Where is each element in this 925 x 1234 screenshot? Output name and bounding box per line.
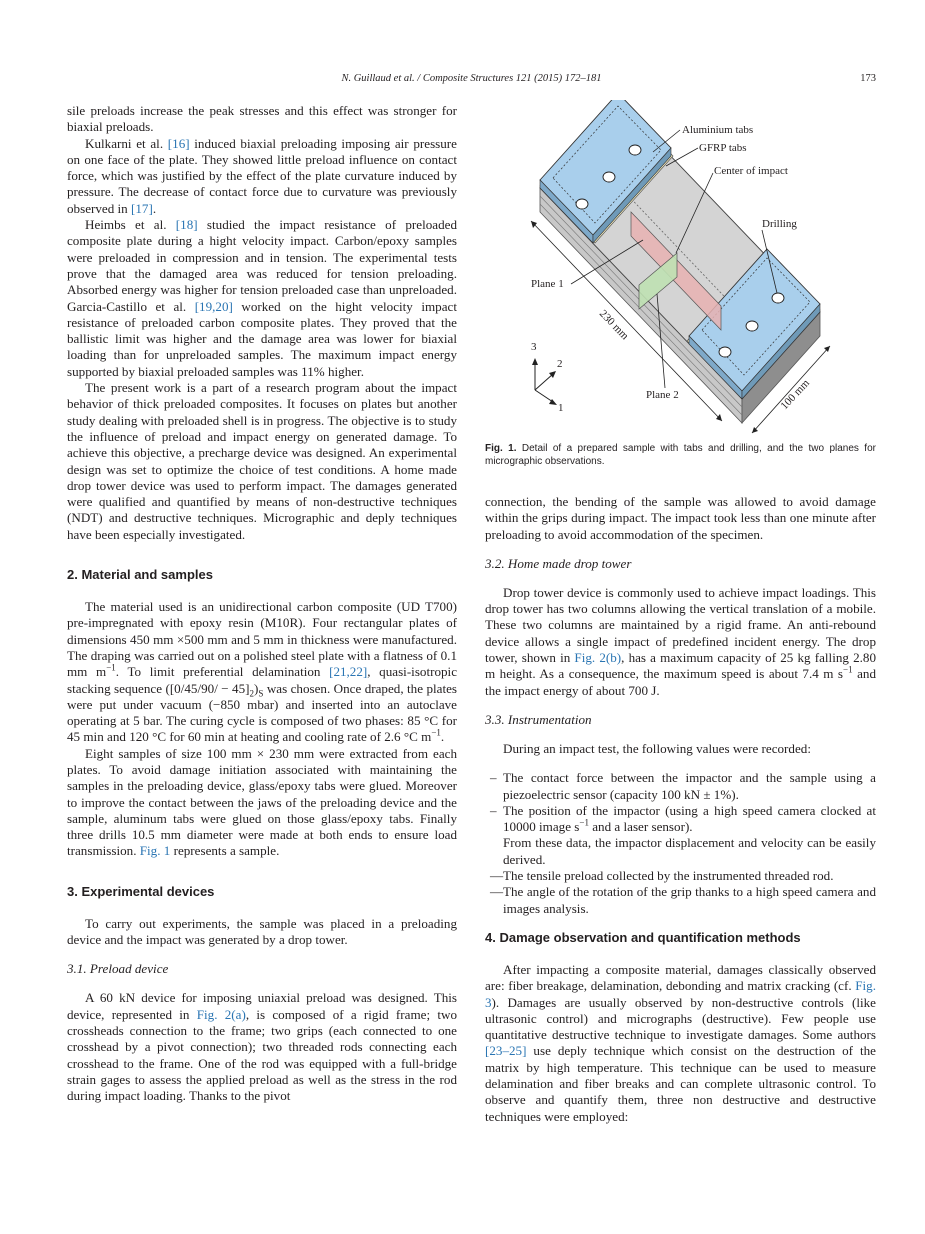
list-item: – The position of the impactor (using a high speed camera clocked at 10000 image $s^{-1}$ and a laser sensor). From these data, the impactor displacement and velocity can be easily derived. <box>490 802 876 867</box>
figure-link[interactable]: Fig. 1 <box>139 843 171 859</box>
paragraph: During an impact test, the following values were recorded: <box>503 740 811 756</box>
label-center-of-impact: Center of impact <box>714 165 788 177</box>
section-heading: 2. Material and samples <box>67 567 213 583</box>
journal-citation: N. Guillaud et al. / Composite Structures 121 (2015) 172–181 <box>341 73 602 84</box>
citation-link[interactable]: [19,20] <box>194 298 233 314</box>
recorded-values-list <box>485 770 876 917</box>
list-item: — The angle of the rotation of the grip thanks to a high speed camera and images analysis. <box>490 884 876 916</box>
paragraph: The present work is a part of a research program about the impact behavior of thick preloaded composites. It focuses on plates but another study dealing with preloaded shell is in progress. The objective is to study the influence of preload and impact energy on generated damage. To achieve this objective, a precharge device was designed. An experimental design was set to optimize the choice of test conditions. A home made drop tower device was used to perform impact. The damages generated were qualified and quantified by means of non-destructive techniques (NDT) and destructive techniques. Micrographic and deply techniques have been especially investigated. <box>67 380 457 542</box>
subsection-heading: 3.3. Instrumentation <box>485 711 592 727</box>
right-column <box>485 494 876 1125</box>
label-width: 100 mm <box>778 377 813 413</box>
section-heading: 3. Experimental devices <box>67 883 215 899</box>
paragraph: sile preloads increase the peak stresses and this effect was stronger for biaxial preloads. <box>67 103 457 135</box>
running-header <box>67 73 876 89</box>
label-gfrp-tabs: GFRP tabs <box>699 142 747 154</box>
sample-diagram <box>485 100 876 440</box>
label-plane-2: Plane 2 <box>646 389 679 401</box>
list-item: — The tensile preload collected by the instrumented threaded rod. <box>490 868 834 884</box>
citation-link[interactable]: [18] <box>175 217 198 233</box>
figure-caption: Fig. 1. Detail of a prepared sample with tabs and drilling, and the two planes for micrographic observations. <box>485 443 876 467</box>
paragraph: To carry out experiments, the sample was placed in a preloading device and the impact was generated by a drop tower. <box>67 915 457 948</box>
figure-1 <box>485 100 876 440</box>
subsection-heading: 3.1. Preload device <box>67 961 169 977</box>
paragraph: connection, the bending of the sample was allowed to avoid damage within the grips during impact. The impact took less than one minute after preloading to avoid accommodation of the specimen. <box>485 494 876 542</box>
paragraph: The material used is an unidirectional carbon composite (UD T700) pre-impregnated with epoxy resin (M10R). Four rectangular plates of dimensions 450 mm ×500 mm and 5 mm in thickness were manufactured. The draping was carried out on a polished steel plate with a flatness of 0.1 mm $m^{-1}$. To limit preferential delamination [21,22], quasi-isotropic stacking sequence $([0/45/90/ - 45]_2)_S$ was chosen. Once draped, the plates were put under vacuum (−850 mbar) and inserted into an autoclave operating at 5 bar. The curing cycle is composed of two phases: 85 °C for 45 min and 120 °C for 60 min at heating and cooling rate of 2.6 °C $m^{-1}$. <box>67 599 457 745</box>
axis-label-2: 2 <box>557 358 563 370</box>
label-drilling: Drilling <box>762 218 797 230</box>
left-column <box>67 103 457 1104</box>
section-heading: 4. Damage observation and quantification methods <box>485 929 801 945</box>
paragraph: Eight samples of size 100 mm × 230 mm were extracted from each plates. To avoid damage initiation associated with maintaining the samples in the preloading device, glass/epoxy tabs were glued. Moreover to improve the contact between the jaws of the preloading device and the sample, aluminum tabs were glued on those glass/epoxy tabs. Finally three drills 10.5 mm diameter were made at both ends to ensure load transmission. Fig. 1 represents a sample. <box>67 745 457 859</box>
citation-link[interactable]: [23–25] <box>485 1043 527 1059</box>
paragraph: A 60 kN device for imposing uniaxial preload was designed. This device, represented in Fig. 2(a), is composed of a rigid frame; two crossheads connection to the frame; two grips (each connected to one crosshead by a pivot connection); two threaded rods connecting each crosshead to the frame. One of the rod was equipped with a full-bridge strain gages to assess the applied preload as well as the stress in the rod during impact loading. Thanks to the pivot <box>67 990 457 1104</box>
citation-link[interactable]: [16] <box>167 135 190 151</box>
label-aluminium-tabs: Aluminium tabs <box>682 124 754 136</box>
subsection-heading: 3.2. Home made drop tower <box>485 555 632 571</box>
paragraph: After impacting a composite material, damages classically observed are: fiber breakage, delamination, debonding and matrix cracking (cf. Fig. 3). Damages are usually observed by non-destructive controls (like ultrasonic control) and micrographs (destructive). Few people use quantitative destructive technique to investigate damages. Some authors [23–25] use deply technique which consist on the destruction of the matrix by high temperature. This technique can be used to measure delamination and fiber breaks and can complete ultrasonic control. To observe and quantify them, three non destructive and destructive techniques were employed: <box>485 961 876 1124</box>
figure-link[interactable]: Fig. 2(a) <box>196 1006 246 1022</box>
paragraph: Kulkarni et al. [16] induced biaxial preloading imposing air pressure on one face of the plate. They showed little preload influence on contact force, which was justified by the effect of the plate curvature induced by pressure. The decrease of contact force due to curvature was previously observed in [17]. <box>67 135 457 216</box>
label-plane-1: Plane 1 <box>531 278 564 290</box>
citation-link[interactable]: [21,22] <box>329 664 368 680</box>
paragraph: Drop tower device is commonly used to achieve impact loadings. This drop tower has two columns allowing the vertical translation of a mobile. These two columns are maintained by a rigid frame. An anti-rebound device allows a single impact of predefined incident energy. The drop tower, shown in Fig. 2(b), has a maximum capacity of 25 kg falling 2.80 m height. As a consequence, the maximum speed is about 7.4 m $s^{-1}$ and the impact energy of about 700 J. <box>485 584 877 698</box>
list-item: – The contact force between the impactor and the sample using a piezoelectric sensor (capacity 100 kN ± 1%). <box>490 770 876 802</box>
label-length: 230 mm <box>596 307 631 343</box>
page-number: 173 <box>860 73 876 84</box>
figure-link[interactable]: Fig. 2(b) <box>574 650 622 666</box>
axis-label-3: 3 <box>531 341 537 353</box>
figure-link[interactable]: Fig. 3 <box>485 978 876 1010</box>
paragraph: Heimbs et al. [18] studied the impact resistance of preloaded composite plate during a hight velocity impact. Carbon/epoxy samples were preloaded in compression and in tension. The experimental tests prove that the damaged area was reduced for tension preloading. Absorbed energy was higher for tension preloaded case than unpreloaded. Garcia-Castillo et al. [19,20] worked on the hight velocity impact resistance of preloaded carbon composite plates. They proved that the ballistic limit was higher and the damage area was lower for biaxial loading than for unpreloaded samples. The maximum impact energy supported by biaxial preloaded samples was 11% higher. <box>67 217 457 379</box>
axis-label-1: 1 <box>558 402 564 414</box>
citation-link[interactable]: [17] <box>131 200 153 216</box>
